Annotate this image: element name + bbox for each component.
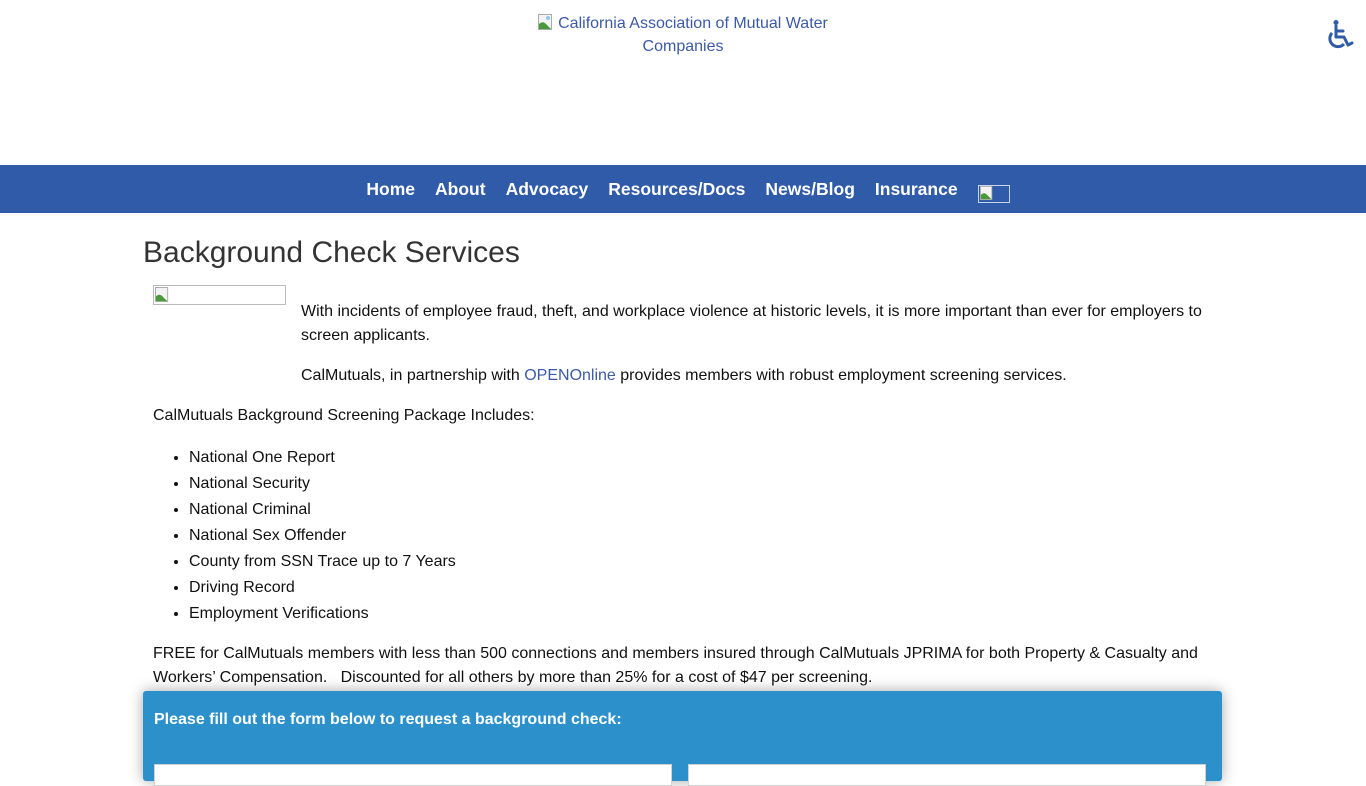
site-logo-link[interactable] xyxy=(530,12,836,58)
partner-prefix: CalMutuals, in partnership with xyxy=(301,367,525,384)
openonline-link[interactable]: OPENOnline xyxy=(524,367,616,384)
nav-home[interactable]: Home xyxy=(366,178,416,199)
list-item: • County from SSN Trace up to 7 Years xyxy=(189,549,456,575)
list-item: • Driving Record xyxy=(189,575,456,601)
broken-image-icon xyxy=(980,186,994,200)
nav-insurance[interactable]: Insurance xyxy=(874,178,958,199)
list-item: • National Criminal xyxy=(189,497,456,523)
list-item: • Employment Verifications xyxy=(189,601,456,627)
site-header xyxy=(0,0,1366,165)
nav-resources-docs[interactable]: Resources/Docs xyxy=(608,178,746,199)
pricing-paragraph: FREE for CalMutuals members with less than 500 connections and members insured through CalMutuals JPRIMA for both Property & Casualty and Workers’ Compensation. Discounted for all others by more than 25% for a cost of $47 per screening. xyxy=(153,645,1203,686)
page-title: Background Check Services xyxy=(143,236,520,269)
nav-about[interactable]: About xyxy=(435,178,486,199)
form-title: Please fill out the form below to request a background check: xyxy=(154,711,622,728)
broken-image-icon xyxy=(155,287,170,302)
package-heading: CalMutuals Background Screening Package Includes: xyxy=(153,407,535,424)
list-item: • National One Report xyxy=(189,445,456,471)
form-field-right[interactable] xyxy=(688,764,1206,786)
main-nav xyxy=(0,165,1366,213)
nav-image-link[interactable] xyxy=(978,185,1010,203)
partner-logo-image xyxy=(153,285,286,305)
partner-paragraph xyxy=(301,364,1216,388)
list-item: • National Security xyxy=(189,471,456,497)
partner-suffix: provides members with robust employment screening services. xyxy=(615,367,1067,384)
intro-paragraph: With incidents of employee fraud, theft, and workplace violence at historic levels, it is more important than ever for employers to screen applicants. xyxy=(301,303,1202,344)
logo-alt-text: California Association of Mutual Water Companies xyxy=(558,15,828,55)
package-list xyxy=(153,445,456,627)
list-item: • National Sex Offender xyxy=(189,523,456,549)
broken-image-icon xyxy=(538,14,554,30)
nav-advocacy[interactable]: Advocacy xyxy=(505,178,589,199)
wheelchair-icon[interactable] xyxy=(1322,18,1358,54)
form-field-left[interactable] xyxy=(154,764,672,786)
nav-news-blog[interactable]: News/Blog xyxy=(765,178,855,199)
